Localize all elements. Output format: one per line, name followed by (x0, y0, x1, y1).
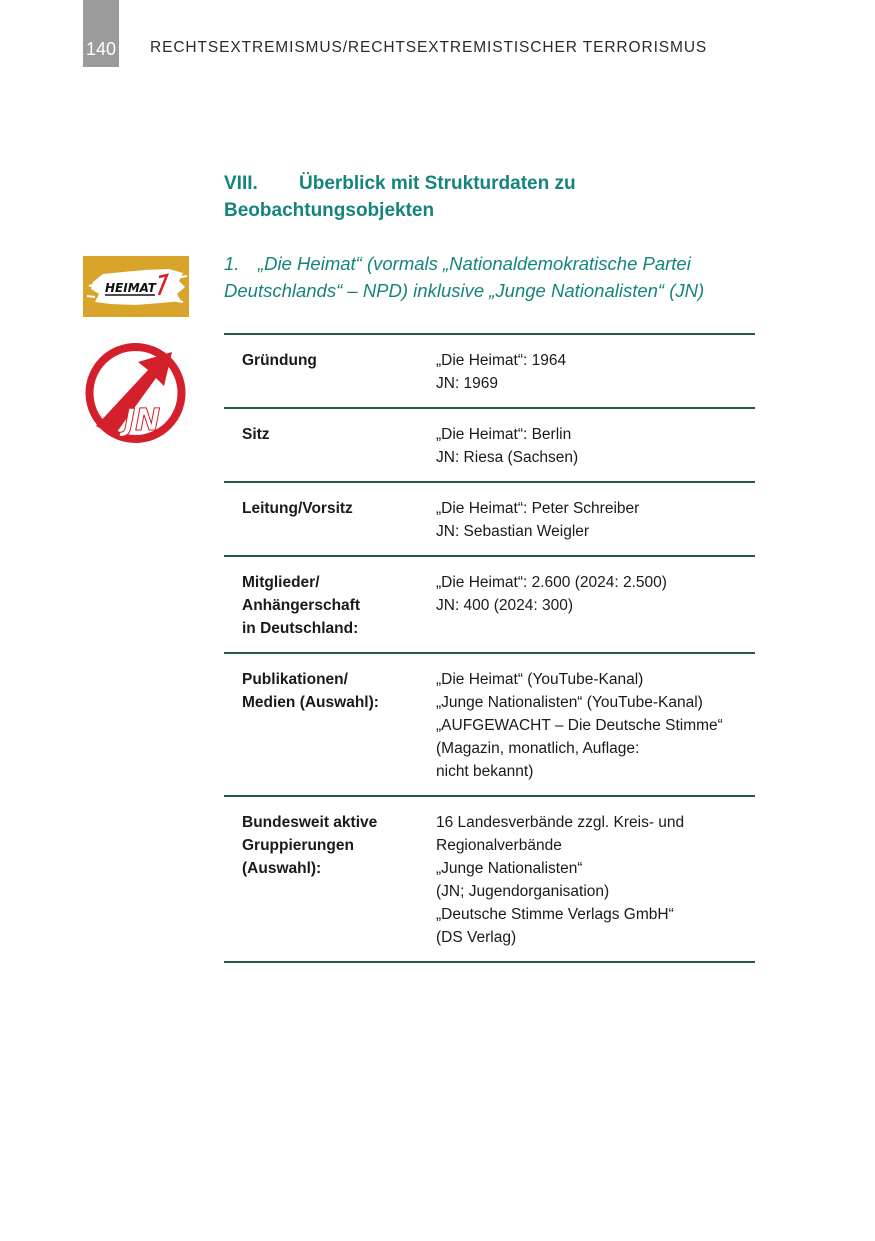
section-title: Überblick mit Strukturdaten zu Beobachtungsobjekten (224, 173, 576, 221)
row-label-line: Leitung/Vorsitz (242, 500, 353, 517)
structure-data-table (224, 333, 755, 963)
table-row (224, 483, 755, 557)
row-label-line: Mitglieder/ (242, 574, 320, 591)
subsection-number: 1. (224, 253, 240, 274)
section-heading (224, 170, 744, 224)
row-value-line: Regionalverbände (436, 837, 562, 854)
row-value-line: (JN; Jugendorganisation) (436, 883, 610, 900)
row-value (436, 811, 755, 949)
running-header: RECHTSEXTREMISMUS/RECHTSEXTREMISTISCHER TERRORISMUS (150, 39, 708, 56)
row-label-line: in Deutschland: (242, 620, 359, 637)
row-value (436, 423, 755, 469)
table-row (224, 557, 755, 654)
row-label-line: Medien (Auswahl): (242, 694, 379, 711)
row-value-line: JN: 400 (2024: 300) (436, 597, 574, 614)
row-value-line: „Die Heimat“: Peter Schreiber (436, 500, 640, 517)
row-value (436, 571, 755, 640)
row-label (224, 349, 436, 395)
row-label (224, 497, 436, 543)
row-label (224, 811, 436, 949)
row-label-line: Gründung (242, 352, 317, 369)
row-value-line: nicht bekannt) (436, 763, 534, 780)
row-value-line: JN: 1969 (436, 375, 499, 392)
table-row (224, 335, 755, 409)
table-row (224, 654, 755, 797)
table-row (224, 409, 755, 483)
row-value-line: „Die Heimat“: 2.600 (2024: 2.500) (436, 574, 667, 591)
row-value (436, 349, 755, 395)
table-row (224, 797, 755, 963)
row-label-line: Publikationen/ (242, 671, 348, 688)
row-label-line: (Auswahl): (242, 860, 322, 877)
row-label (224, 423, 436, 469)
row-label (224, 668, 436, 783)
row-value (436, 668, 755, 783)
row-value-line: 16 Landesverbände zzgl. Kreis- und (436, 814, 685, 831)
row-value-line: „Junge Nationalisten“ (YouTube-Kanal) (436, 694, 703, 711)
row-value-line: „Junge Nationalisten“ (436, 860, 583, 877)
row-label-line: Anhängerschaft (242, 597, 360, 614)
row-value-line: (Magazin, monatlich, Auflage: (436, 740, 640, 757)
row-value-line: „AUFGEWACHT – Die Deutsche Stimme“ (436, 717, 723, 734)
jn-logo (82, 340, 189, 446)
section-number: VIII. (224, 173, 258, 194)
row-value (436, 497, 755, 543)
row-value-line: „Die Heimat“: 1964 (436, 352, 567, 369)
heimat-logo (83, 256, 189, 317)
row-label-line: Bundesweit aktive (242, 814, 378, 831)
heimat-logo-text: HEIMAT (105, 281, 156, 295)
row-value-line: „Deutsche Stimme Verlags GmbH“ (436, 906, 674, 923)
row-value-line: JN: Riesa (Sachsen) (436, 449, 579, 466)
subsection-title: „Die Heimat“ (vormals „Nationaldemokratische Partei Deutschlands“ – NPD) inklusive „Junge Nationalisten“ (JN) (224, 253, 705, 301)
subsection-heading (224, 250, 764, 304)
row-value-line: JN: Sebastian Weigler (436, 523, 590, 540)
row-label-line: Gruppierungen (242, 837, 354, 854)
row-label (224, 571, 436, 640)
row-value-line: „Die Heimat“: Berlin (436, 426, 572, 443)
row-value-line: „Die Heimat“ (YouTube-Kanal) (436, 671, 644, 688)
jn-logo-text: JN (124, 403, 161, 438)
page-number: 140 (85, 39, 117, 59)
row-value-line: (DS Verlag) (436, 929, 517, 946)
row-label-line: Sitz (242, 426, 270, 443)
